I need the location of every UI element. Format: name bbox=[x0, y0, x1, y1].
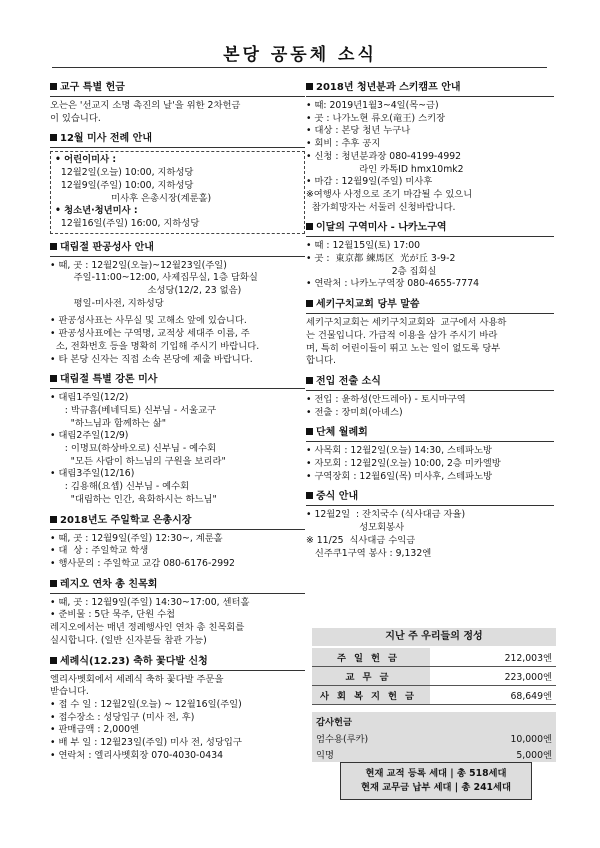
text-line: • 행사문의 : 주일학교 교감 080-6176-2992 bbox=[50, 557, 235, 569]
section-transfer bbox=[306, 376, 554, 419]
square-bullet-icon bbox=[50, 134, 57, 141]
mass-schedule-box bbox=[50, 151, 305, 233]
section-heading: 세례식(12.23) 축하 꽃다발 신청 bbox=[60, 655, 208, 667]
text-line: • 때, 곳 : 12월9일(주일) 12:30~, 계룬홀 bbox=[50, 532, 223, 544]
section-diocese-collection bbox=[50, 82, 305, 125]
contributing-households: 현재 교무금 납부 세대 | 총 241세대 bbox=[361, 782, 511, 793]
section-heading: 대림절 판공성사 안내 bbox=[60, 241, 154, 253]
section-legio bbox=[50, 579, 305, 648]
text-line: 12월2일(오늘) 10:00, 지하성당 bbox=[55, 167, 194, 179]
text-line: ※ 11/25 식사대금 수익금 bbox=[306, 534, 416, 546]
page-title: 본당 공동체 소식 bbox=[223, 45, 377, 65]
section-monthly-meetings bbox=[306, 427, 554, 483]
section-grace-market bbox=[50, 515, 305, 571]
text-line: 소, 전화번호 등을 명확히 기입해 주시기 바랍니다. bbox=[50, 340, 260, 352]
offering-title: 지난 주 우리들의 정성 bbox=[312, 628, 556, 646]
youth-mass-heading: • 청소년·청년미사 : bbox=[55, 205, 138, 217]
text-line: • 때, 곳 : 12월2일(오늘)~12월23일(주일) bbox=[50, 259, 227, 271]
text-line: • 연락처 : 엘리사벳회장 070-4030-0434 bbox=[50, 749, 224, 761]
offering-label: 사회복지헌금 bbox=[312, 686, 430, 705]
section-body bbox=[306, 100, 554, 214]
offering-label: 교무금 bbox=[312, 667, 430, 686]
parish-census-box bbox=[340, 762, 532, 800]
text-line: • 배 부 일 : 12월23일(주일) 미사 전, 성당입구 bbox=[50, 737, 242, 749]
section-advent-homily bbox=[50, 374, 305, 506]
text-line: 주일-11:00~12:00, 사제집무실, 1층 담화실 bbox=[50, 272, 258, 284]
section-body bbox=[50, 533, 305, 571]
section-heading: 레지오 연차 총 친목회 bbox=[60, 578, 158, 590]
thanksgiving-offering bbox=[312, 712, 556, 762]
text-line: • 접수장소 : 성당입구 (미사 전, 후) bbox=[50, 711, 195, 723]
section-heading: 중식 안내 bbox=[316, 491, 359, 503]
text-line: 는 건물입니다. 가급적 이용을 삼가 주시기 바라 bbox=[306, 329, 498, 341]
section-body bbox=[50, 674, 305, 763]
text-line: 참가희망자는 서둘러 신청바랍니다. bbox=[306, 201, 456, 213]
donor-name: 익명 bbox=[316, 750, 334, 761]
thanksgiving-heading: 감사헌금 bbox=[312, 712, 556, 730]
section-heading: 12월 미사 전례 안내 bbox=[60, 133, 152, 145]
section-body bbox=[50, 100, 305, 125]
text-line: • 대림1주일(12/2) bbox=[50, 392, 129, 404]
text-line: • 판매금액 : 2,000엔 bbox=[50, 724, 140, 736]
table-row bbox=[312, 686, 556, 705]
section-heading: 단체 월례회 bbox=[316, 427, 368, 439]
section-december-mass bbox=[50, 133, 305, 233]
offering-table bbox=[312, 648, 556, 705]
section-ski-camp bbox=[306, 82, 554, 214]
section-district-mass bbox=[306, 222, 554, 291]
section-body bbox=[50, 597, 305, 648]
square-bullet-icon bbox=[50, 243, 57, 250]
text-line: • 판공성사표는 사무실 및 고해소 앞에 있습니다. bbox=[50, 315, 247, 327]
right-column bbox=[306, 82, 554, 568]
text-line: • 곳 : 나가노현 류오(竜王) 스키장 bbox=[306, 112, 446, 124]
text-line: • 구역장회 : 12월6일(목) 미사후, 스테파노방 bbox=[306, 470, 493, 482]
text-line: 오는은 '선교지 소명 촉진의 날'을 위한 2차헌금 bbox=[50, 100, 241, 111]
text-line: "모든 사람이 하느님의 구원을 보리라" bbox=[50, 455, 226, 467]
text-line: : 박규흠(베네딕토) 신부님 - 서울교구 bbox=[50, 404, 217, 416]
section-heading: 2018년도 주일학교 은총시장 bbox=[60, 514, 192, 526]
square-bullet-icon bbox=[50, 375, 57, 382]
square-bullet-icon bbox=[50, 516, 57, 523]
section-body bbox=[50, 260, 305, 367]
text-line: 평일-미사전, 지하성당 bbox=[50, 297, 164, 309]
section-body bbox=[306, 509, 554, 560]
text-line: • 타 본당 신자는 직접 소속 본당에 제출 바랍니다. bbox=[50, 353, 253, 365]
square-bullet-icon bbox=[306, 492, 313, 499]
table-row bbox=[312, 648, 556, 667]
text-line: "대림하는 인간, 육화하시는 하느님" bbox=[50, 493, 217, 505]
offering-value: 212,003엔 bbox=[430, 648, 556, 667]
section-sekiguchi-notice bbox=[306, 299, 554, 368]
text-line: 며, 특히 어린이들이 뛰고 노는 일이 없도록 당부 bbox=[306, 342, 501, 354]
text-line: 받습니다. bbox=[50, 686, 89, 698]
section-heading: 대림절 특별 강론 미사 bbox=[60, 374, 158, 386]
text-line: • 대 상 : 주일학교 학생 bbox=[50, 545, 149, 557]
section-heading: 전입 전출 소식 bbox=[316, 375, 381, 387]
text-line: 이 있습니다. bbox=[50, 112, 101, 124]
square-bullet-icon bbox=[306, 428, 313, 435]
text-line: ※여행사 사정으로 조기 마감될 수 있으니 bbox=[306, 188, 473, 200]
list-item bbox=[312, 730, 556, 746]
text-line: 라인 카톡ID hmx10mk2 bbox=[306, 163, 464, 175]
text-line: 엘리사벳회에서 세례식 축하 꽃다발 주문을 bbox=[50, 673, 224, 685]
text-line: : 김용해(요셉) 신부님 - 예수회 bbox=[50, 481, 190, 493]
text-line: 12월9일(주일) 10:00, 지하성당 bbox=[55, 179, 194, 191]
text-line: 실시합니다. (일반 신자분들 참관 가능) bbox=[50, 634, 207, 646]
section-heading: 교구 특별 헌금 bbox=[60, 82, 125, 93]
square-bullet-icon bbox=[50, 580, 57, 587]
text-line: 신주쿠1구역 봉사 : 9,132엔 bbox=[306, 547, 432, 559]
text-line: • 때: 2019년1월3~4일(목~금) bbox=[306, 100, 439, 111]
text-line: • 때, 곳 : 12월9일(주일) 14:30~17:00, 센터홀 bbox=[50, 596, 250, 608]
square-bullet-icon bbox=[50, 657, 57, 664]
square-bullet-icon bbox=[306, 300, 313, 307]
offering-value: 223,000엔 bbox=[430, 667, 556, 686]
table-row bbox=[312, 667, 556, 686]
text-line: • 판공성사표에는 구역명, 교적상 세대주 이름, 주 bbox=[50, 328, 250, 340]
donor-amount: 10,000엔 bbox=[510, 734, 552, 745]
text-line: 합니다. bbox=[306, 355, 336, 367]
section-heading: 이달의 구역미사 - 나카노구역 bbox=[316, 222, 447, 234]
text-line: • 때 : 12월15일(토) 17:00 bbox=[306, 240, 421, 252]
donor-name: 엄수용(루카) bbox=[316, 734, 369, 745]
text-line: • 준비물 : 5단 묵주, 단원 수첩 bbox=[50, 609, 176, 621]
list-item bbox=[312, 746, 556, 762]
text-line: 미사후 은총시장(계룬홀) bbox=[55, 192, 212, 204]
text-line: • 대림2주일(12/9) bbox=[50, 430, 129, 442]
square-bullet-icon bbox=[306, 83, 313, 90]
text-line: • 전입 : 윤하성(안드레아) - 토시마구역 bbox=[306, 393, 466, 405]
text-line: 세키구치교회는 세키구치교회와 교구에서 사용하 bbox=[306, 317, 507, 329]
text-line: • 회비 : 추후 공지 bbox=[306, 138, 381, 150]
text-line: • 대상 : 본당 청년 누구나 bbox=[306, 125, 411, 137]
offering-value: 68,649엔 bbox=[430, 686, 556, 705]
children-mass-heading: • 어린이미사 : bbox=[55, 154, 117, 166]
square-bullet-icon bbox=[306, 223, 313, 230]
text-line: : 이명묘(하상바오로) 신부님 - 예수회 bbox=[50, 443, 217, 455]
text-line: 소성당(12/2, 23 없음) bbox=[50, 285, 242, 297]
donor-amount: 5,000엔 bbox=[516, 750, 552, 761]
square-bullet-icon bbox=[306, 377, 313, 384]
square-bullet-icon bbox=[50, 83, 57, 90]
children-mass-lines bbox=[55, 167, 300, 205]
text-line: • 12월2일 : 잔치국수 (식사대금 자율) bbox=[306, 509, 466, 521]
section-heading: 2018년 청년분과 스키캠프 안내 bbox=[316, 82, 461, 93]
section-body bbox=[50, 392, 305, 506]
offering-label: 주일헌금 bbox=[312, 648, 430, 667]
text-line: 레지오에서는 매년 정례행사인 연차 총 친목회를 bbox=[50, 622, 245, 634]
text-line: • 사목회 : 12월2일(오늘) 14:30, 스테파노방 bbox=[306, 445, 492, 457]
section-body bbox=[306, 317, 554, 368]
left-column bbox=[50, 82, 305, 770]
text-line: 2층 집회실 bbox=[306, 265, 437, 277]
text-line: • 전출 : 장미희(아녜스) bbox=[306, 406, 403, 418]
section-confession bbox=[50, 242, 305, 367]
section-body bbox=[306, 394, 554, 419]
section-heading: 세키구치교회 당부 말씀 bbox=[316, 299, 420, 311]
section-baptism-flowers bbox=[50, 656, 305, 763]
registered-households: 현재 교적 등록 세대 | 총 518세대 bbox=[365, 768, 507, 779]
text-line: • 곳 : 東京都 練馬区 光が丘 3-9-2 bbox=[306, 253, 456, 265]
text-line: 12월16일(주일) 16:00, 지하성당 bbox=[55, 217, 200, 229]
title-divider bbox=[52, 67, 547, 68]
text-line: • 신청 : 청년분과장 080-4199-4992 bbox=[306, 150, 462, 162]
text-line: • 연락처 : 나카노구역장 080-4655-7774 bbox=[306, 278, 480, 290]
text-line: • 접 수 일 : 12월2일(오늘) ~ 12월16일(주일) bbox=[50, 698, 242, 710]
text-line: 성모회봉사 bbox=[306, 522, 405, 534]
section-lunch bbox=[306, 491, 554, 560]
text-line: • 마감 : 12월9일(주일) 미사후 bbox=[306, 176, 433, 188]
section-body bbox=[306, 240, 554, 291]
text-line: "하느님과 함께하는 삶" bbox=[50, 417, 166, 429]
text-line: • 자모회 : 12월2일(오늘) 10:00, 2층 미카엘방 bbox=[306, 458, 501, 470]
youth-mass-lines bbox=[55, 218, 300, 231]
text-line: • 대림3주일(12/16) bbox=[50, 468, 135, 480]
section-body bbox=[306, 445, 554, 483]
